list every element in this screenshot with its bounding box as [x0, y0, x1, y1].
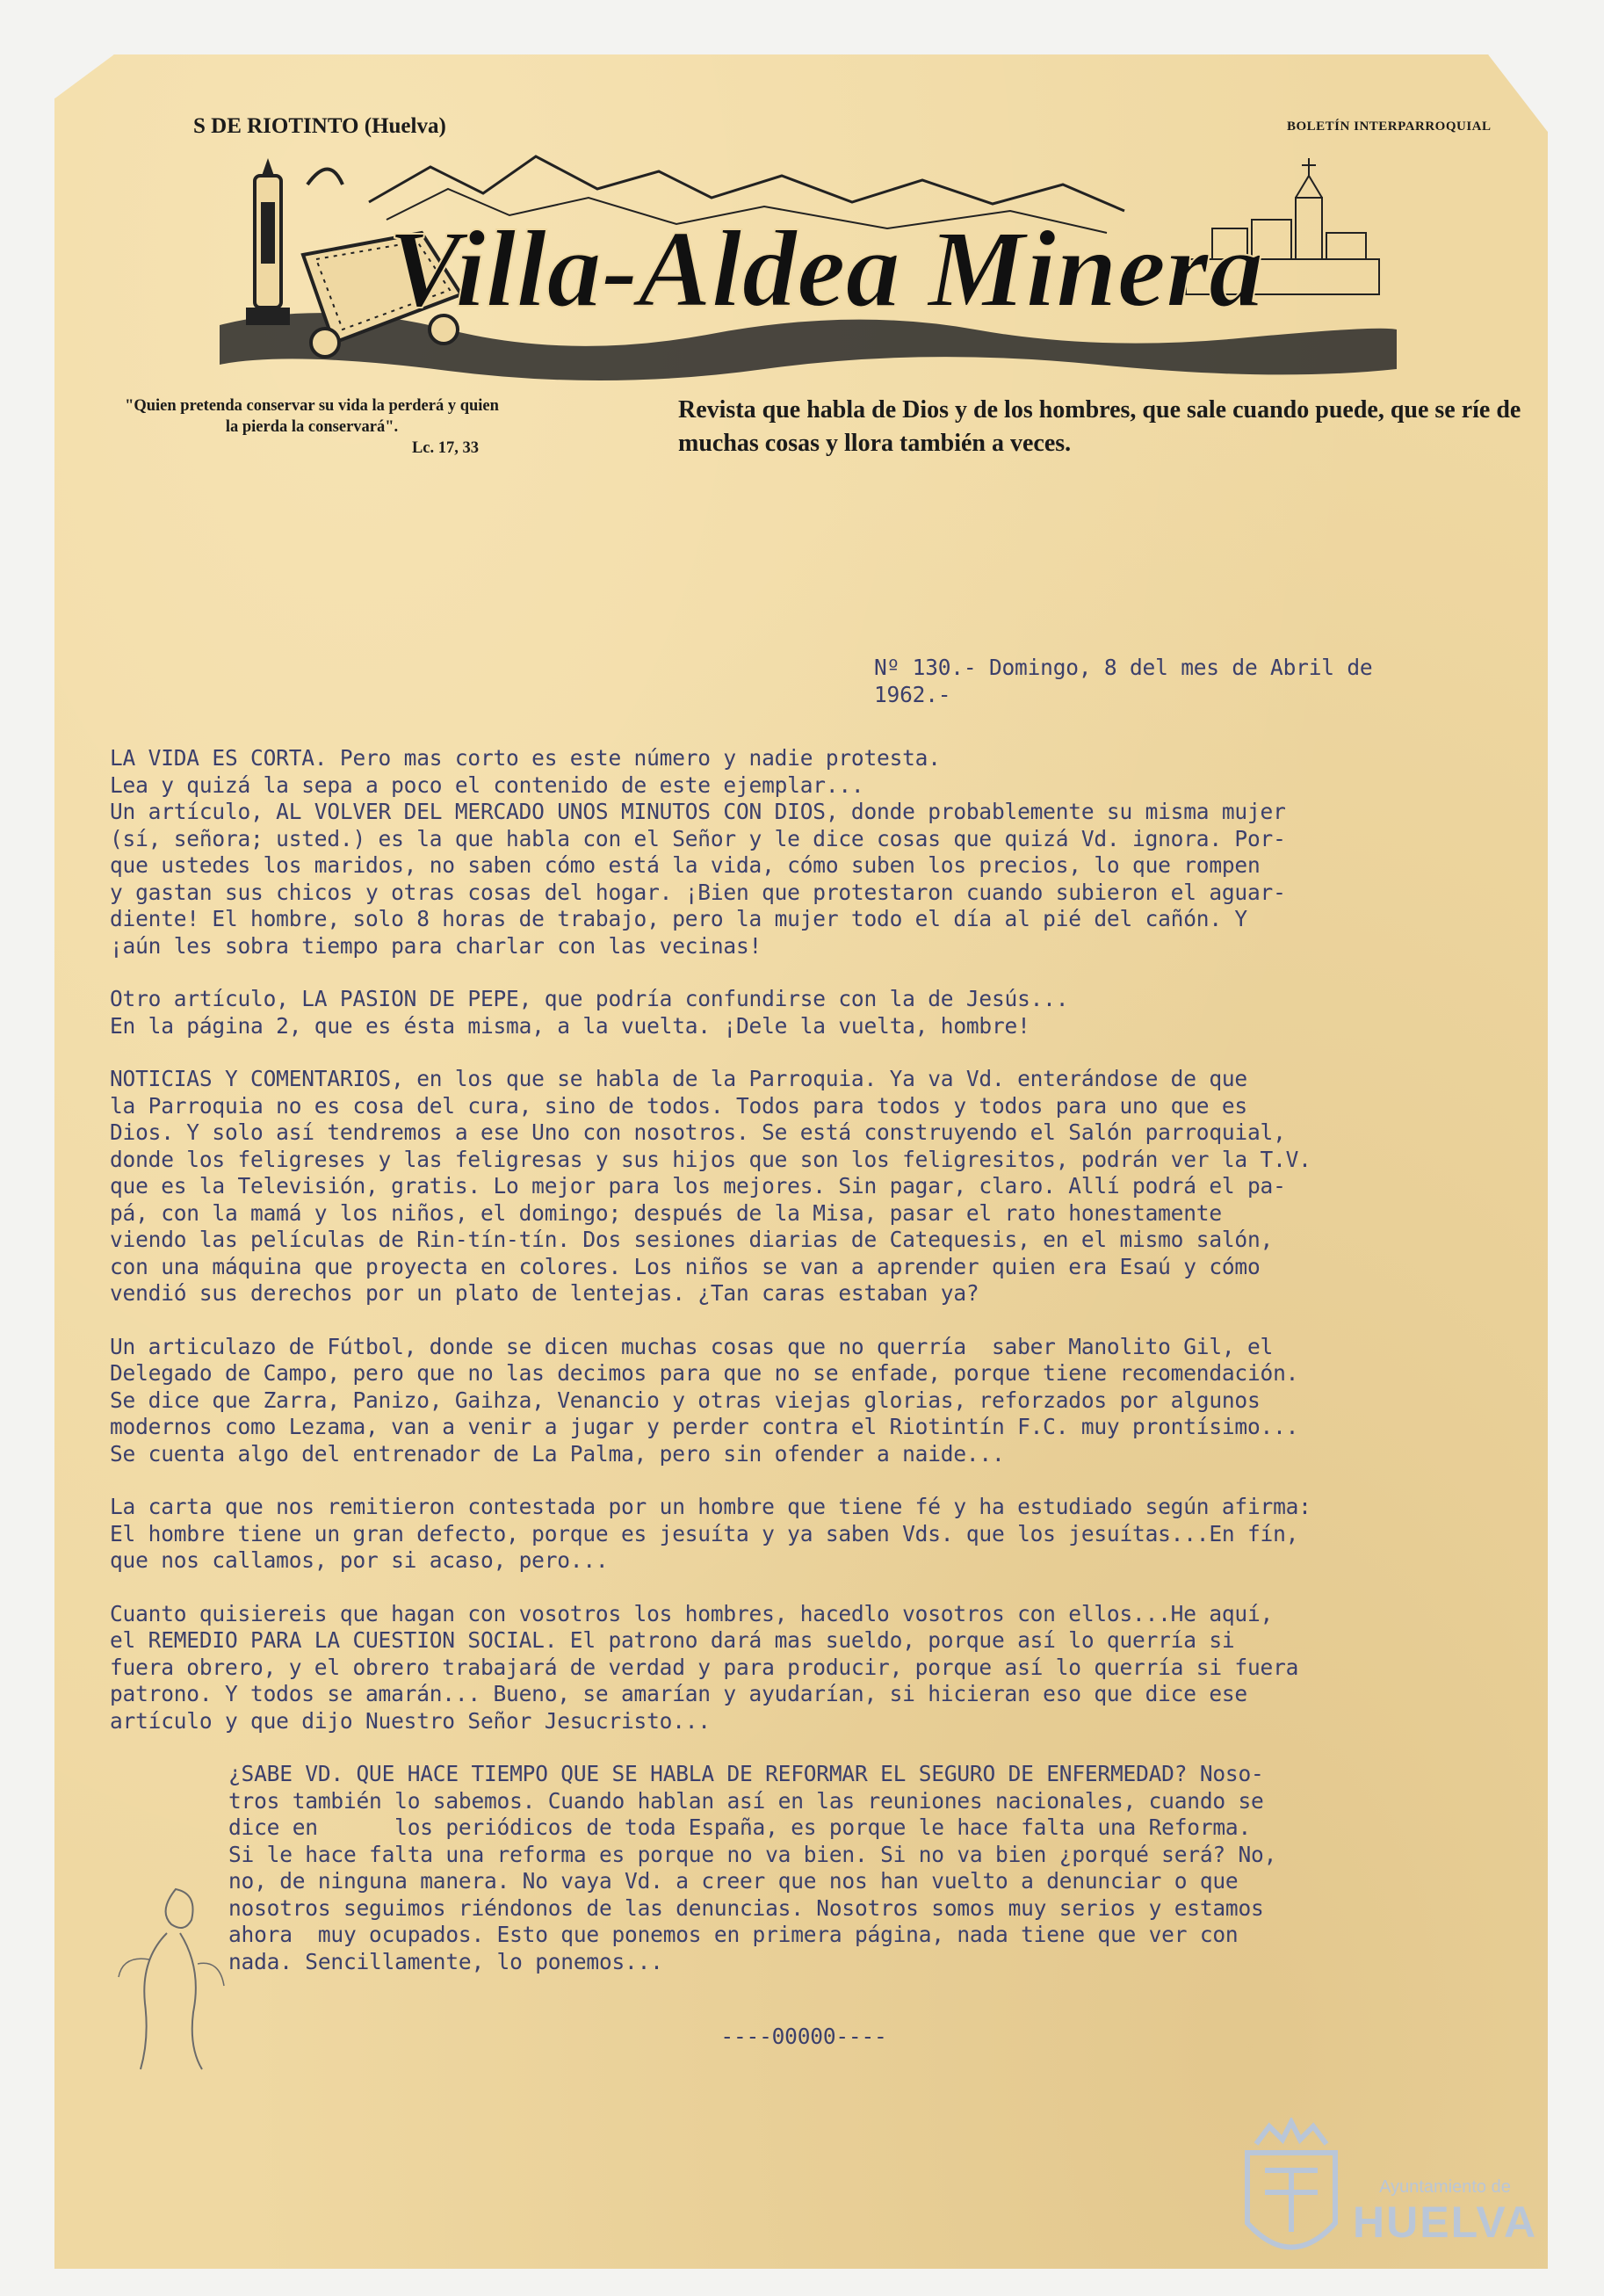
- closing-separator: ----00000----: [720, 2024, 887, 2049]
- issue-dateline: Nº 130.- Domingo, 8 del mes de Abril de 1962.-: [874, 655, 1373, 707]
- masthead: [220, 149, 1397, 387]
- paragraph-pasion-de-pepe: Otro artículo, LA PASION DE PEPE, que podría confundirse con la de Jesús... En la página 2, que es ésta misma, a la vuelta. ¡Dele la vuelta, hombre!: [110, 986, 1069, 1039]
- watermark-huelva: HUELVA: [1353, 2198, 1538, 2247]
- masthead-title: Villa-Aldea Minera: [387, 209, 1264, 330]
- magazine-tagline: Revista que habla de Dios y de los hombres, que sale cuando puede, que se ríe de muchas cosas y llora también a veces.: [678, 396, 1521, 457]
- epigraph-reference: Lc. 17, 33: [411, 439, 479, 457]
- watermark-ayuntamiento: Ayuntamiento de: [1379, 2177, 1511, 2197]
- paragraph-carta: La carta que nos remitieron contestada por un hombre que tiene fé y ha estudiado según afirma: El hombre tiene un gran defecto, porque es jesuíta y ya saben Vds. que los jesuítas...En fín, que nos callamos, por si acaso, pero...: [110, 1494, 1311, 1573]
- paragraph-futbol: Un articulazo de Fútbol, donde se dicen muchas cosas que no querría saber Manolito Gil, el Delegado de Campo, pero que no las decimos para que no se enfade, porque tiene recomendación. Se dice que Zarra, Panizo, Gaihza, Venancio y otras viejas glorias, reforzados por algunos modernos como Lezama, van a venir a jugar y perder contra el Riotintín F.C. muy prontísimo... Se cuenta algo del entrenador de La Palma, pero sin ofender a naide...: [110, 1333, 1299, 1467]
- epigraph-text: "Quien pretenda conservar su vida la perderá y quien la pierda la conservará".: [125, 397, 499, 436]
- paragraph-cuestion-social: Cuanto quisiereis que hagan con vosotros los hombres, hacedlo vosotros con ellos...He aquí, el REMEDIO PARA LA CUESTION SOCIAL. El patrono dará mas sueldo, porque así lo querría si fuera obrero, y el obrero trabajará de verdad y para producir, porque así lo querría si fuera patrono. Y todos se amarán... Bueno, se amarían y ayudarían, si hicieran eso que dice ese artículo y que dijo Nuestro Señor Jesucristo...: [110, 1600, 1299, 1734]
- header-bulletin-label: BOLETÍN INTERPARROQUIAL: [1287, 120, 1492, 134]
- epigraph-quote: [119, 395, 505, 459]
- paragraph-la-vida-es-corta: LA VIDA ES CORTA. Pero mas corto es este número y nadie protesta. Lea y quizá la sepa a poco el contenido de este ejemplar... Un artículo, AL VOLVER DEL MERCADO UNOS MINUTOS CON DIOS, donde probablemente su misma mujer (sí, señora; usted.) es la que habla con el Señor y le dice cosas que quizá Vd. ignora. Por- que ustedes los maridos, no saben cómo está la vida, cómo suben los precios, lo que rompen y gastan sus chicos y otras cosas del hogar. ¡Bien que protestaron cuando subieron el aguar- diente! El hombre, solo 8 horas de trabajo, pero la mujer todo el día al pié del cañón. Y ¡aún les sobra tiempo para charlar con las vecinas!: [110, 745, 1286, 959]
- header-parish-location: S DE RIOTINTO (Huelva): [193, 114, 446, 138]
- sketch-figure-drawing: [114, 1872, 228, 2074]
- paragraph-noticias: NOTICIAS Y COMENTARIOS, en los que se habla de la Parroquia. Ya va Vd. enterándose de que la Parroquia no es cosa del cura, sino de todos. Todos para todos y todos para uno que es Dios. Y solo así tendremos a ese Uno con nosotros. Se está construyendo el Salón parroquial, donde los feligreses y las feligresas y sus hijos que son los feligresitos, podrán ver la T.V. que es la Televisión, gratis. Lo mejor para los mejores. Sin pagar, claro. Allí podrá el pa- pá, con la mamá y los niños, el domingo; después de la Misa, pasar el rato honestamente viendo las películas de Rin-tín-tín. Dos sesiones diarias de Catequesis, en el mismo salón, con una máquina que proyecta en colores. Los niños se van a aprender quien era Esaú y cómo vendió sus derechos por un plato de lentejas. ¿Tan caras estaban ya?: [110, 1066, 1311, 1306]
- paragraph-seguro-enfermedad: ¿SABE VD. QUE HACE TIEMPO QUE SE HABLA DE REFORMAR EL SEGURO DE ENFERMEDAD? Noso- tros también lo sabemos. Cuando hablan así en las reuniones nacionales, cuando se dice en los periódicos de toda España, es porque le hace falta una Reforma. Si le hace falta una reforma es porque no va bien. Si no va bien ¿porqué será? No, no, de ninguna manera. No vaya Vd. a creer que nos han vuelto a denunciar o que nosotros seguimos riéndonos de las denuncias. Nosotros somos muy serios y estamos ahora muy ocupados. Esto que ponemos en primera página, nada tiene que ver con nada. Sencillamente, lo ponemos...: [228, 1761, 1277, 1974]
- typewritten-body: [110, 655, 1498, 2051]
